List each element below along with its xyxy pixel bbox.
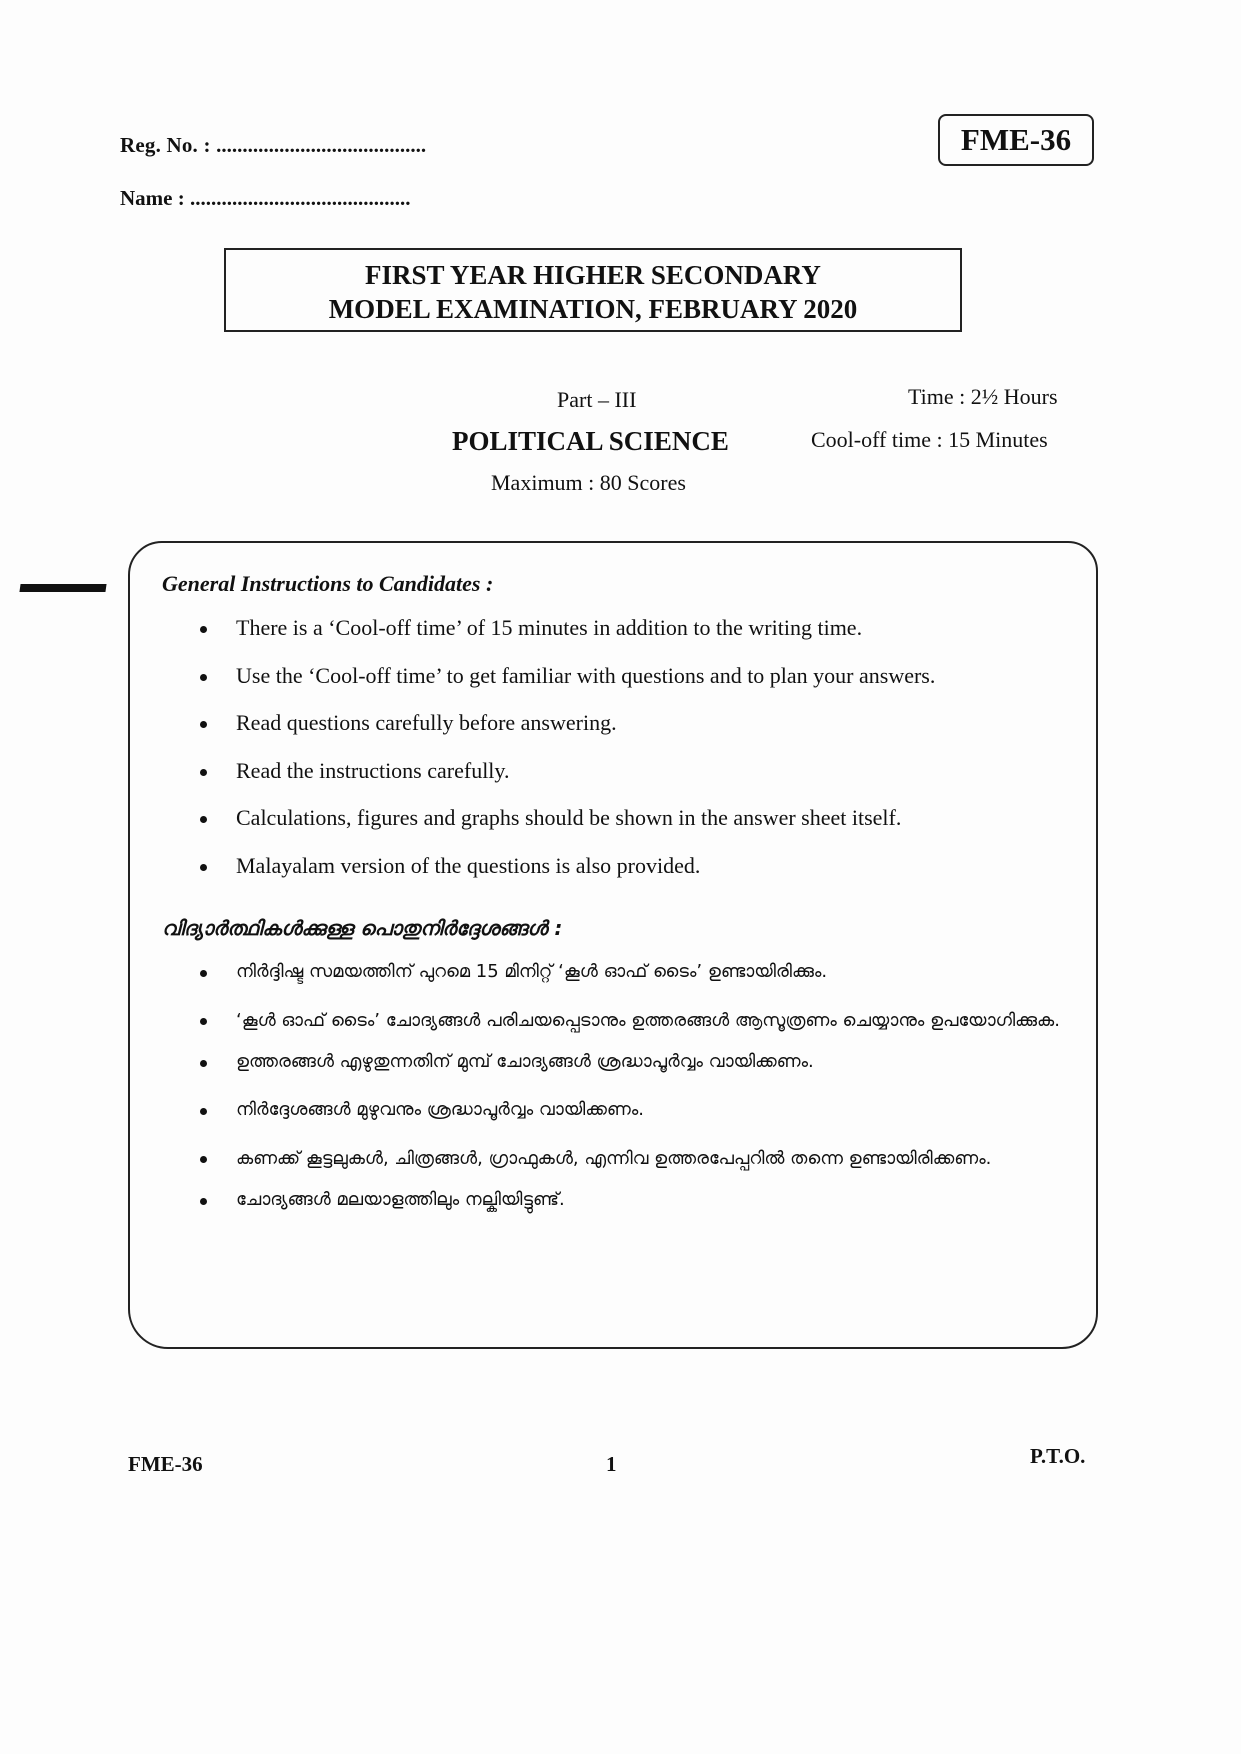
maximum-score: Maximum : 80 Scores [491, 470, 686, 495]
cool-off-time: Cool-off time : 15 Minutes [811, 427, 1048, 452]
english-instructions-list [196, 614, 935, 899]
footer-paper-code: FME-36 [128, 1452, 203, 1476]
instruction-item: Read questions carefully before answering. [196, 709, 935, 757]
exam-part: Part – III [557, 387, 637, 412]
instruction-item-ml: നിർദ്ദിഷ്ട സമയത്തിന് പുറമെ 15 മിനിറ്റ് ‘കൂൾ ഓഫ് ടൈം’ ഉണ്ടായിരിക്കും. [196, 958, 1076, 986]
instruction-item: Read the instructions carefully. [196, 757, 935, 805]
instruction-item-ml: ഉത്തരങ്ങൾ എഴുതുന്നതിന് മുമ്പ് ചോദ്യങ്ങൾ ശ്രദ്ധാപൂർവ്വം വായിക്കണം. [196, 1048, 1076, 1076]
exam-title-line2: MODEL EXAMINATION, FEBRUARY 2020 [328, 294, 858, 324]
please-turn-over: P.T.O. [1030, 1444, 1086, 1468]
exam-subject: POLITICAL SCIENCE [452, 426, 729, 456]
instruction-item: Malayalam version of the questions is also provided. [196, 852, 935, 900]
instruction-item-ml: നിർദ്ദേശങ്ങൾ മുഴുവനും ശ്രദ്ധാപൂർവ്വം വായിക്കണം. [196, 1096, 1076, 1124]
paper-code-badge: FME-36 [938, 114, 1094, 166]
name-blank: .......................................... [189, 186, 411, 210]
instruction-item-ml: ‘കൂൾ ഓഫ് ടൈം’ ചോദ്യങ്ങൾ പരിചയപ്പെടാനും ഉത്തരങ്ങൾ ആസൂത്രണം ചെയ്യാനും ഉപയോഗിക്കുക. [196, 996, 1076, 1046]
page-number: 1 [606, 1452, 617, 1476]
malayalam-instructions-heading: വിദ്യാർത്ഥികൾക്കുള്ള പൊതുനിർദ്ദേശങ്ങൾ : [162, 916, 563, 940]
english-instructions-heading: General Instructions to Candidates : [162, 571, 494, 596]
margin-marker [19, 584, 106, 592]
instruction-item: There is a ‘Cool-off time’ of 15 minutes in addition to the writing time. [196, 614, 935, 662]
name-field [120, 186, 410, 211]
reg-no-blank: ........................................ [216, 133, 427, 157]
reg-no-field [120, 133, 426, 158]
name-label: Name : [120, 186, 185, 210]
malayalam-instructions-list [196, 958, 1076, 1234]
instruction-item-ml: കണക്ക് കൂട്ടലുകൾ, ചിത്രങ്ങൾ, ഗ്രാഫുകൾ, എന്നിവ ഉത്തരപേപ്പറിൽ തന്നെ ഉണ്ടായിരിക്കണം. [196, 1134, 1076, 1184]
instruction-item: Calculations, figures and graphs should be shown in the answer sheet itself. [196, 804, 935, 852]
exam-title-box [224, 248, 962, 332]
instruction-item-ml: ചോദ്യങ്ങൾ മലയാളത്തിലും നല്കിയിട്ടുണ്ട്. [196, 1186, 1076, 1214]
reg-no-label: Reg. No. : [120, 133, 211, 157]
instruction-item: Use the ‘Cool-off time’ to get familiar with questions and to plan your answers. [196, 662, 935, 710]
exam-time: Time : 2½ Hours [908, 384, 1058, 409]
exam-title-line1: FIRST YEAR HIGHER SECONDARY [365, 260, 821, 290]
